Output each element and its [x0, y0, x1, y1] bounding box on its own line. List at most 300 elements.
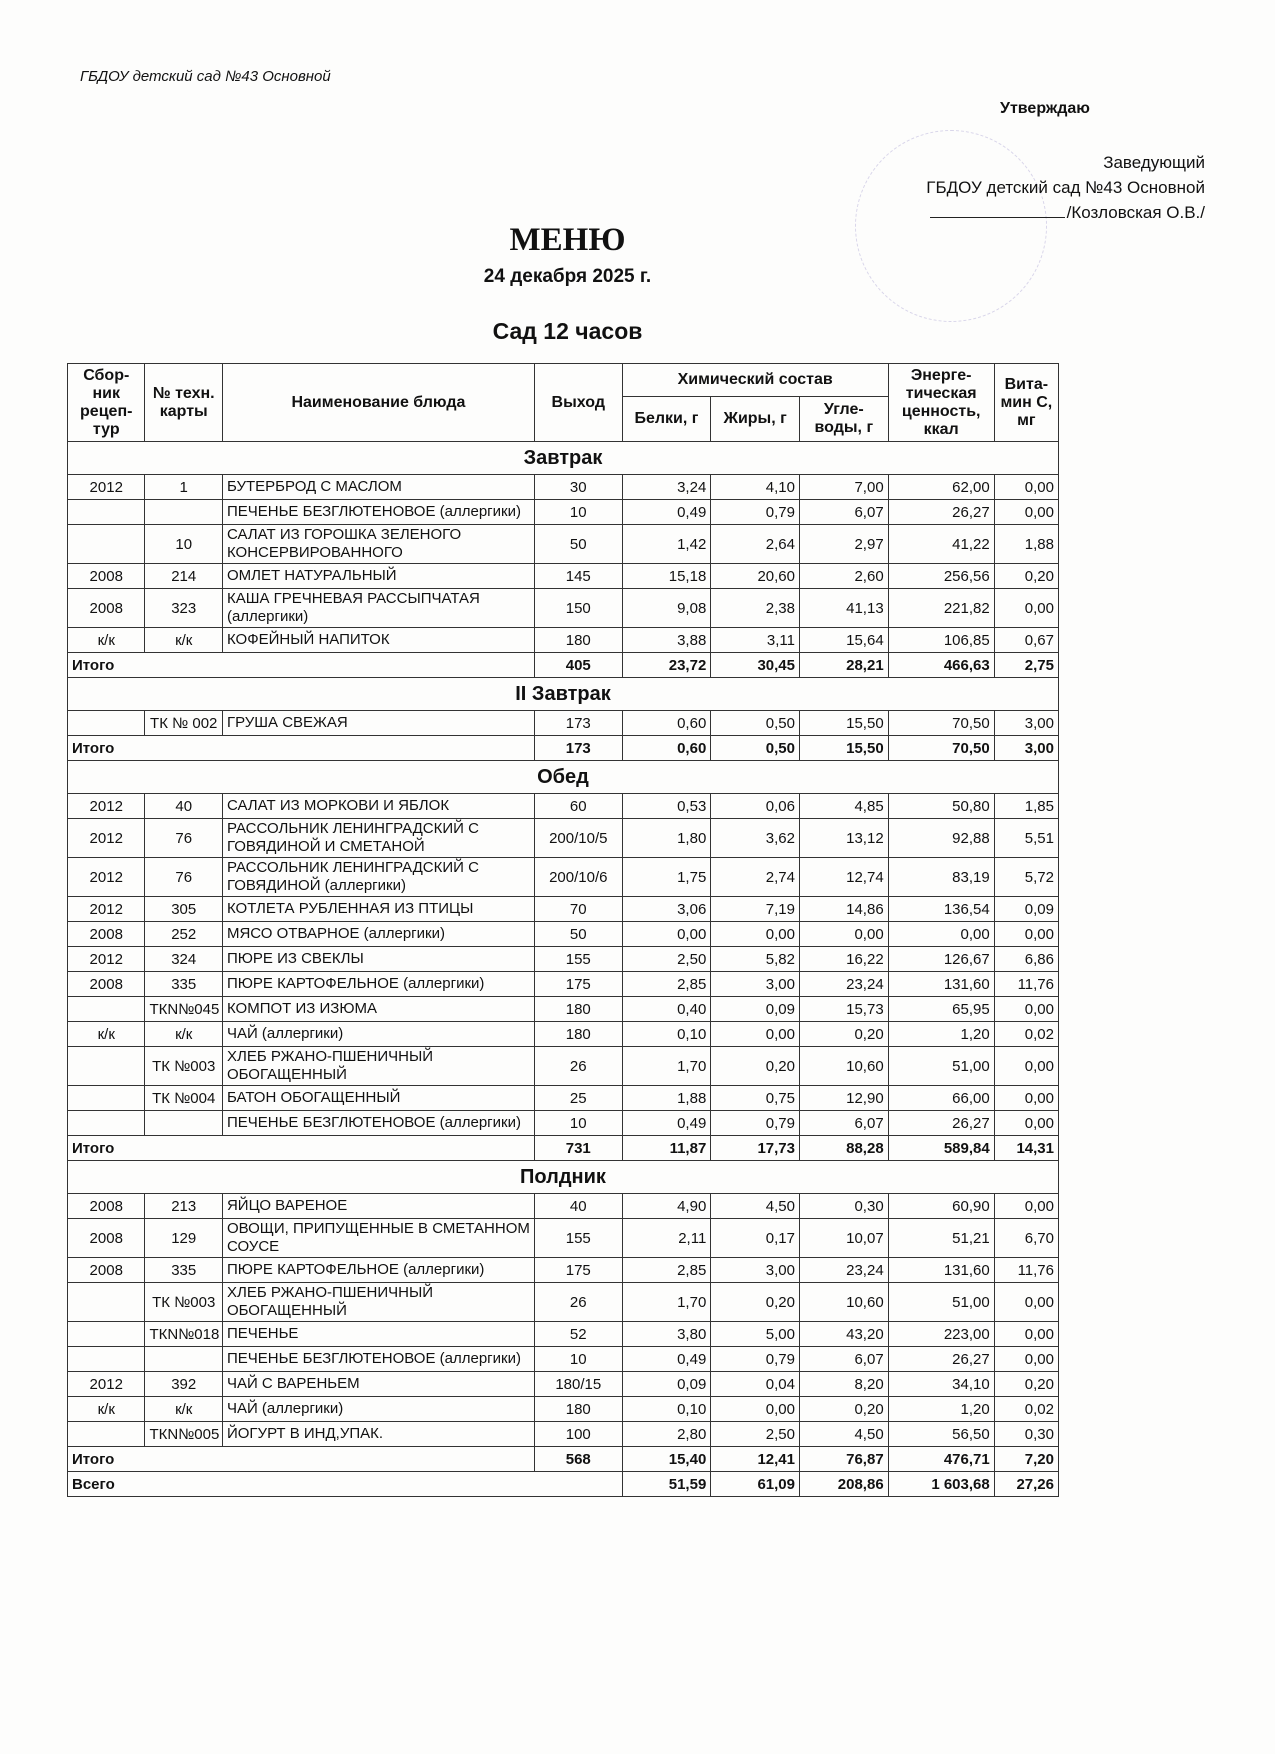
cell-collection: 2012	[68, 475, 145, 500]
total-energy: 589,84	[888, 1136, 994, 1161]
cell-dish-name: ПЕЧЕНЬЕ	[222, 1322, 534, 1347]
cell-collection	[68, 997, 145, 1022]
cell-carbs: 13,12	[799, 819, 888, 858]
cell-tech-card: ТК №004	[145, 1086, 222, 1111]
cell-fat: 0,79	[711, 1347, 800, 1372]
cell-carbs: 4,50	[799, 1422, 888, 1447]
cell-fat: 5,82	[711, 947, 800, 972]
cell-collection: 2008	[68, 564, 145, 589]
cell-energy: 62,00	[888, 475, 994, 500]
signature-line	[930, 203, 1065, 218]
total-output: 731	[534, 1136, 622, 1161]
cell-tech-card: 392	[145, 1372, 222, 1397]
cell-fat: 0,20	[711, 1283, 800, 1322]
table-row	[68, 1111, 1059, 1136]
cell-output: 155	[534, 947, 622, 972]
cell-tech-card: 1	[145, 475, 222, 500]
cell-energy: 56,50	[888, 1422, 994, 1447]
cell-dish-name: ПЕЧЕНЬЕ БЕЗГЛЮТЕНОВОЕ (аллергики)	[222, 1347, 534, 1372]
cell-protein: 9,08	[622, 589, 711, 628]
cell-fat: 20,60	[711, 564, 800, 589]
signatory-position: Заведующий	[1103, 153, 1205, 172]
cell-output: 30	[534, 475, 622, 500]
cell-energy: 131,60	[888, 1258, 994, 1283]
cell-vitamin-c: 0,00	[994, 1194, 1058, 1219]
table-row	[68, 1219, 1059, 1258]
total-vitamin-c: 14,31	[994, 1136, 1058, 1161]
cell-tech-card: 10	[145, 525, 222, 564]
cell-dish-name: ГРУША СВЕЖАЯ	[222, 711, 534, 736]
cell-collection	[68, 500, 145, 525]
total-vitamin-c: 3,00	[994, 736, 1058, 761]
grand-total-vitamin-c: 27,26	[994, 1472, 1058, 1497]
cell-carbs: 10,60	[799, 1283, 888, 1322]
cell-energy: 223,00	[888, 1322, 994, 1347]
cell-fat: 3,00	[711, 972, 800, 997]
section-title: II Завтрак	[68, 678, 1059, 711]
cell-dish-name: ЯЙЦО ВАРЕНОЕ	[222, 1194, 534, 1219]
cell-energy: 221,82	[888, 589, 994, 628]
cell-energy: 83,19	[888, 858, 994, 897]
section-title: Полдник	[68, 1161, 1059, 1194]
header-vitamin-c: Вита- мин С, мг	[994, 364, 1058, 442]
cell-vitamin-c: 0,00	[994, 922, 1058, 947]
cell-output: 155	[534, 1219, 622, 1258]
cell-vitamin-c: 0,00	[994, 1111, 1058, 1136]
cell-tech-card: 324	[145, 947, 222, 972]
cell-energy: 60,90	[888, 1194, 994, 1219]
cell-vitamin-c: 0,20	[994, 564, 1058, 589]
table-row	[68, 564, 1059, 589]
header-energy: Энерге- тическая ценность, ккал	[888, 364, 994, 442]
cell-output: 175	[534, 1258, 622, 1283]
cell-dish-name: ПЮРЕ КАРТОФЕЛЬНОЕ (аллергики)	[222, 1258, 534, 1283]
cell-protein: 4,90	[622, 1194, 711, 1219]
cell-fat: 0,00	[711, 922, 800, 947]
cell-tech-card	[145, 1347, 222, 1372]
table-row	[68, 997, 1059, 1022]
cell-vitamin-c: 0,30	[994, 1422, 1058, 1447]
cell-tech-card: ТКN№045	[145, 997, 222, 1022]
cell-vitamin-c: 0,02	[994, 1397, 1058, 1422]
cell-vitamin-c: 0,00	[994, 1086, 1058, 1111]
cell-carbs: 14,86	[799, 897, 888, 922]
cell-vitamin-c: 0,00	[994, 589, 1058, 628]
cell-protein: 0,60	[622, 711, 711, 736]
table-row	[68, 1258, 1059, 1283]
cell-dish-name: ЧАЙ (аллергики)	[222, 1022, 534, 1047]
menu-table	[67, 363, 1059, 1497]
cell-dish-name: КОМПОТ ИЗ ИЗЮМА	[222, 997, 534, 1022]
cell-dish-name: САЛАТ ИЗ МОРКОВИ И ЯБЛОК	[222, 794, 534, 819]
cell-carbs: 2,60	[799, 564, 888, 589]
cell-collection: к/к	[68, 1022, 145, 1047]
cell-carbs: 15,50	[799, 711, 888, 736]
header-chem: Химический состав	[622, 364, 888, 397]
cell-fat: 5,00	[711, 1322, 800, 1347]
table-row	[68, 1086, 1059, 1111]
cell-protein: 0,10	[622, 1397, 711, 1422]
cell-protein: 1,70	[622, 1283, 711, 1322]
header-protein: Белки, г	[622, 397, 711, 442]
table-row	[68, 819, 1059, 858]
section-header	[68, 1161, 1059, 1194]
cell-tech-card: ТКN№018	[145, 1322, 222, 1347]
cell-carbs: 7,00	[799, 475, 888, 500]
cell-vitamin-c: 1,88	[994, 525, 1058, 564]
cell-protein: 2,85	[622, 1258, 711, 1283]
cell-protein: 0,09	[622, 1372, 711, 1397]
cell-dish-name: ОМЛЕТ НАТУРАЛЬНЫЙ	[222, 564, 534, 589]
total-fat: 30,45	[711, 653, 800, 678]
cell-dish-name: КОФЕЙНЫЙ НАПИТОК	[222, 628, 534, 653]
cell-carbs: 16,22	[799, 947, 888, 972]
cell-output: 52	[534, 1322, 622, 1347]
cell-protein: 3,24	[622, 475, 711, 500]
cell-dish-name: ПЕЧЕНЬЕ БЕЗГЛЮТЕНОВОЕ (аллергики)	[222, 500, 534, 525]
cell-output: 60	[534, 794, 622, 819]
table-row	[68, 1283, 1059, 1322]
table-row	[68, 628, 1059, 653]
cell-fat: 4,10	[711, 475, 800, 500]
cell-vitamin-c: 0,02	[994, 1022, 1058, 1047]
cell-energy: 26,27	[888, 500, 994, 525]
cell-fat: 0,09	[711, 997, 800, 1022]
cell-energy: 0,00	[888, 922, 994, 947]
cell-tech-card: к/к	[145, 628, 222, 653]
total-label: Итого	[68, 653, 535, 678]
cell-fat: 3,62	[711, 819, 800, 858]
cell-tech-card: 305	[145, 897, 222, 922]
cell-carbs: 2,97	[799, 525, 888, 564]
total-carbs: 88,28	[799, 1136, 888, 1161]
cell-output: 10	[534, 500, 622, 525]
total-fat: 17,73	[711, 1136, 800, 1161]
total-carbs: 28,21	[799, 653, 888, 678]
cell-carbs: 6,07	[799, 1347, 888, 1372]
table-row	[68, 922, 1059, 947]
cell-carbs: 12,74	[799, 858, 888, 897]
cell-energy: 1,20	[888, 1022, 994, 1047]
cell-tech-card: 40	[145, 794, 222, 819]
cell-fat: 0,00	[711, 1022, 800, 1047]
cell-fat: 3,00	[711, 1258, 800, 1283]
cell-energy: 51,21	[888, 1219, 994, 1258]
cell-collection	[68, 711, 145, 736]
cell-protein: 3,06	[622, 897, 711, 922]
cell-output: 173	[534, 711, 622, 736]
grand-total-protein: 51,59	[622, 1472, 711, 1497]
cell-carbs: 12,90	[799, 1086, 888, 1111]
cell-vitamin-c: 0,20	[994, 1372, 1058, 1397]
cell-tech-card: 129	[145, 1219, 222, 1258]
cell-carbs: 4,85	[799, 794, 888, 819]
cell-vitamin-c: 0,00	[994, 1283, 1058, 1322]
cell-fat: 7,19	[711, 897, 800, 922]
total-protein: 15,40	[622, 1447, 711, 1472]
cell-protein: 0,49	[622, 1347, 711, 1372]
cell-fat: 2,64	[711, 525, 800, 564]
cell-carbs: 15,73	[799, 997, 888, 1022]
cell-carbs: 0,20	[799, 1397, 888, 1422]
cell-vitamin-c: 6,86	[994, 947, 1058, 972]
grand-total-label: Всего	[68, 1472, 623, 1497]
signatory-org: ГБДОУ детский сад №43 Основной	[926, 178, 1205, 197]
cell-vitamin-c: 0,00	[994, 475, 1058, 500]
cell-vitamin-c: 11,76	[994, 972, 1058, 997]
cell-vitamin-c: 0,00	[994, 1347, 1058, 1372]
cell-protein: 0,49	[622, 500, 711, 525]
table-row	[68, 1022, 1059, 1047]
total-vitamin-c: 7,20	[994, 1447, 1058, 1472]
cell-collection: 2008	[68, 589, 145, 628]
cell-dish-name: ЧАЙ (аллергики)	[222, 1397, 534, 1422]
group-name: Сад 12 часов	[492, 318, 643, 344]
cell-protein: 1,42	[622, 525, 711, 564]
cell-protein: 2,80	[622, 1422, 711, 1447]
total-output: 405	[534, 653, 622, 678]
section-title: Завтрак	[68, 442, 1059, 475]
cell-protein: 0,53	[622, 794, 711, 819]
header-fat: Жиры, г	[711, 397, 800, 442]
cell-protein: 1,88	[622, 1086, 711, 1111]
table-row	[68, 1047, 1059, 1086]
cell-vitamin-c: 0,09	[994, 897, 1058, 922]
cell-carbs: 8,20	[799, 1372, 888, 1397]
cell-dish-name: МЯСО ОТВАРНОЕ (аллергики)	[222, 922, 534, 947]
cell-collection	[68, 1111, 145, 1136]
cell-dish-name: ПЮРЕ ИЗ СВЕКЛЫ	[222, 947, 534, 972]
cell-collection	[68, 1047, 145, 1086]
cell-dish-name: ПЮРЕ КАРТОФЕЛЬНОЕ (аллергики)	[222, 972, 534, 997]
header-output: Выход	[534, 364, 622, 442]
section-header	[68, 678, 1059, 711]
cell-output: 10	[534, 1347, 622, 1372]
cell-vitamin-c: 0,00	[994, 500, 1058, 525]
cell-tech-card: к/к	[145, 1022, 222, 1047]
header-tech-card: № техн. карты	[145, 364, 222, 442]
cell-carbs: 10,60	[799, 1047, 888, 1086]
grand-total-fat: 61,09	[711, 1472, 800, 1497]
cell-dish-name: БУТЕРБРОД С МАСЛОМ	[222, 475, 534, 500]
total-energy: 476,71	[888, 1447, 994, 1472]
cell-output: 10	[534, 1111, 622, 1136]
table-row	[68, 1422, 1059, 1447]
cell-output: 26	[534, 1283, 622, 1322]
cell-collection: 2008	[68, 1258, 145, 1283]
table-row	[68, 972, 1059, 997]
cell-protein: 0,00	[622, 922, 711, 947]
cell-output: 180	[534, 1022, 622, 1047]
cell-tech-card	[145, 1111, 222, 1136]
cell-tech-card: 323	[145, 589, 222, 628]
cell-dish-name: САЛАТ ИЗ ГОРОШКА ЗЕЛЕНОГО КОНСЕРВИРОВАННОГО	[222, 525, 534, 564]
cell-collection: 2012	[68, 947, 145, 972]
cell-carbs: 43,20	[799, 1322, 888, 1347]
cell-carbs: 6,07	[799, 1111, 888, 1136]
section-total-row	[68, 736, 1059, 761]
cell-tech-card: 252	[145, 922, 222, 947]
cell-collection: к/к	[68, 1397, 145, 1422]
header-carbs: Угле- воды, г	[799, 397, 888, 442]
cell-output: 180	[534, 997, 622, 1022]
cell-carbs: 10,07	[799, 1219, 888, 1258]
cell-carbs: 23,24	[799, 972, 888, 997]
cell-tech-card: 335	[145, 1258, 222, 1283]
cell-energy: 26,27	[888, 1347, 994, 1372]
cell-dish-name: КАША ГРЕЧНЕВАЯ РАССЫПЧАТАЯ (аллергики)	[222, 589, 534, 628]
cell-energy: 26,27	[888, 1111, 994, 1136]
cell-tech-card: ТК №003	[145, 1047, 222, 1086]
total-fat: 12,41	[711, 1447, 800, 1472]
total-protein: 0,60	[622, 736, 711, 761]
total-fat: 0,50	[711, 736, 800, 761]
menu-date: 24 декабря 2025 г.	[483, 266, 652, 287]
cell-energy: 131,60	[888, 972, 994, 997]
cell-tech-card: ТКN№005	[145, 1422, 222, 1447]
table-row	[68, 1372, 1059, 1397]
cell-tech-card: 76	[145, 819, 222, 858]
grand-total-carbs: 208,86	[799, 1472, 888, 1497]
cell-fat: 2,38	[711, 589, 800, 628]
cell-tech-card: 214	[145, 564, 222, 589]
total-protein: 23,72	[622, 653, 711, 678]
cell-energy: 92,88	[888, 819, 994, 858]
cell-fat: 3,11	[711, 628, 800, 653]
section-title: Обед	[68, 761, 1059, 794]
cell-output: 26	[534, 1047, 622, 1086]
cell-output: 70	[534, 897, 622, 922]
cell-output: 200/10/5	[534, 819, 622, 858]
cell-vitamin-c: 0,67	[994, 628, 1058, 653]
cell-dish-name: БАТОН ОБОГАЩЕННЫЙ	[222, 1086, 534, 1111]
cell-fat: 0,17	[711, 1219, 800, 1258]
cell-carbs: 15,64	[799, 628, 888, 653]
cell-carbs: 0,30	[799, 1194, 888, 1219]
cell-output: 200/10/6	[534, 858, 622, 897]
cell-fat: 0,75	[711, 1086, 800, 1111]
header-collection: Сбор- ник рецеп- тур	[68, 364, 145, 442]
cell-dish-name: РАССОЛЬНИК ЛЕНИНГРАДСКИЙ С ГОВЯДИНОЙ (аллергики)	[222, 858, 534, 897]
cell-energy: 136,54	[888, 897, 994, 922]
cell-vitamin-c: 0,00	[994, 1322, 1058, 1347]
cell-output: 50	[534, 525, 622, 564]
cell-energy: 41,22	[888, 525, 994, 564]
cell-carbs: 6,07	[799, 500, 888, 525]
cell-energy: 51,00	[888, 1283, 994, 1322]
cell-fat: 0,50	[711, 711, 800, 736]
cell-energy: 256,56	[888, 564, 994, 589]
cell-collection: 2008	[68, 972, 145, 997]
cell-vitamin-c: 6,70	[994, 1219, 1058, 1258]
cell-output: 25	[534, 1086, 622, 1111]
cell-fat: 0,00	[711, 1397, 800, 1422]
cell-protein: 3,88	[622, 628, 711, 653]
section-total-row	[68, 1136, 1059, 1161]
cell-collection: 2012	[68, 897, 145, 922]
cell-protein: 0,49	[622, 1111, 711, 1136]
table-row	[68, 794, 1059, 819]
cell-collection: 2012	[68, 858, 145, 897]
cell-fat: 2,74	[711, 858, 800, 897]
cell-collection	[68, 1347, 145, 1372]
cell-tech-card: ТК №003	[145, 1283, 222, 1322]
cell-tech-card: 335	[145, 972, 222, 997]
cell-dish-name: ЧАЙ С ВАРЕНЬЕМ	[222, 1372, 534, 1397]
approve-label: Утверждаю	[1000, 100, 1090, 117]
cell-fat: 4,50	[711, 1194, 800, 1219]
table-row	[68, 1194, 1059, 1219]
cell-protein: 0,40	[622, 997, 711, 1022]
table-row	[68, 947, 1059, 972]
cell-tech-card: ТК № 002	[145, 711, 222, 736]
cell-collection: 2012	[68, 819, 145, 858]
table-row	[68, 525, 1059, 564]
cell-output: 180	[534, 628, 622, 653]
table-row	[68, 1347, 1059, 1372]
cell-carbs: 23,24	[799, 1258, 888, 1283]
cell-protein: 2,85	[622, 972, 711, 997]
table-row	[68, 1397, 1059, 1422]
signatory-name: /Козловская О.В./	[1066, 203, 1205, 222]
table-row	[68, 858, 1059, 897]
header-dish-name: Наименование блюда	[222, 364, 534, 442]
total-energy: 466,63	[888, 653, 994, 678]
cell-tech-card	[145, 500, 222, 525]
cell-output: 150	[534, 589, 622, 628]
total-carbs: 76,87	[799, 1447, 888, 1472]
cell-dish-name: КОТЛЕТА РУБЛЕННАЯ ИЗ ПТИЦЫ	[222, 897, 534, 922]
cell-protein: 1,80	[622, 819, 711, 858]
cell-fat: 2,50	[711, 1422, 800, 1447]
table-row	[68, 711, 1059, 736]
cell-collection	[68, 1422, 145, 1447]
cell-dish-name: ЙОГУРТ В ИНД,УПАК.	[222, 1422, 534, 1447]
table-row	[68, 897, 1059, 922]
signature-block	[926, 150, 1205, 225]
total-label: Итого	[68, 736, 535, 761]
cell-tech-card: к/к	[145, 1397, 222, 1422]
cell-fat: 0,79	[711, 1111, 800, 1136]
table-row	[68, 1322, 1059, 1347]
section-total-row	[68, 1447, 1059, 1472]
cell-collection	[68, 1283, 145, 1322]
cell-dish-name: ХЛЕБ РЖАНО-ПШЕНИЧНЫЙ ОБОГАЩЕННЫЙ	[222, 1283, 534, 1322]
cell-energy: 34,10	[888, 1372, 994, 1397]
cell-fat: 0,06	[711, 794, 800, 819]
grand-total-energy: 1 603,68	[888, 1472, 994, 1497]
total-carbs: 15,50	[799, 736, 888, 761]
cell-tech-card: 213	[145, 1194, 222, 1219]
cell-energy: 126,67	[888, 947, 994, 972]
cell-energy: 1,20	[888, 1397, 994, 1422]
cell-fat: 0,79	[711, 500, 800, 525]
cell-energy: 70,50	[888, 711, 994, 736]
cell-carbs: 0,00	[799, 922, 888, 947]
cell-output: 50	[534, 922, 622, 947]
cell-protein: 1,75	[622, 858, 711, 897]
section-header	[68, 761, 1059, 794]
cell-dish-name: ХЛЕБ РЖАНО-ПШЕНИЧНЫЙ ОБОГАЩЕННЫЙ	[222, 1047, 534, 1086]
cell-vitamin-c: 5,72	[994, 858, 1058, 897]
total-energy: 70,50	[888, 736, 994, 761]
cell-collection: 2008	[68, 1219, 145, 1258]
cell-output: 180	[534, 1397, 622, 1422]
cell-tech-card: 76	[145, 858, 222, 897]
cell-protein: 1,70	[622, 1047, 711, 1086]
cell-collection	[68, 525, 145, 564]
cell-dish-name: ОВОЩИ, ПРИПУЩЕННЫЕ В СМЕТАННОМ СОУСЕ	[222, 1219, 534, 1258]
